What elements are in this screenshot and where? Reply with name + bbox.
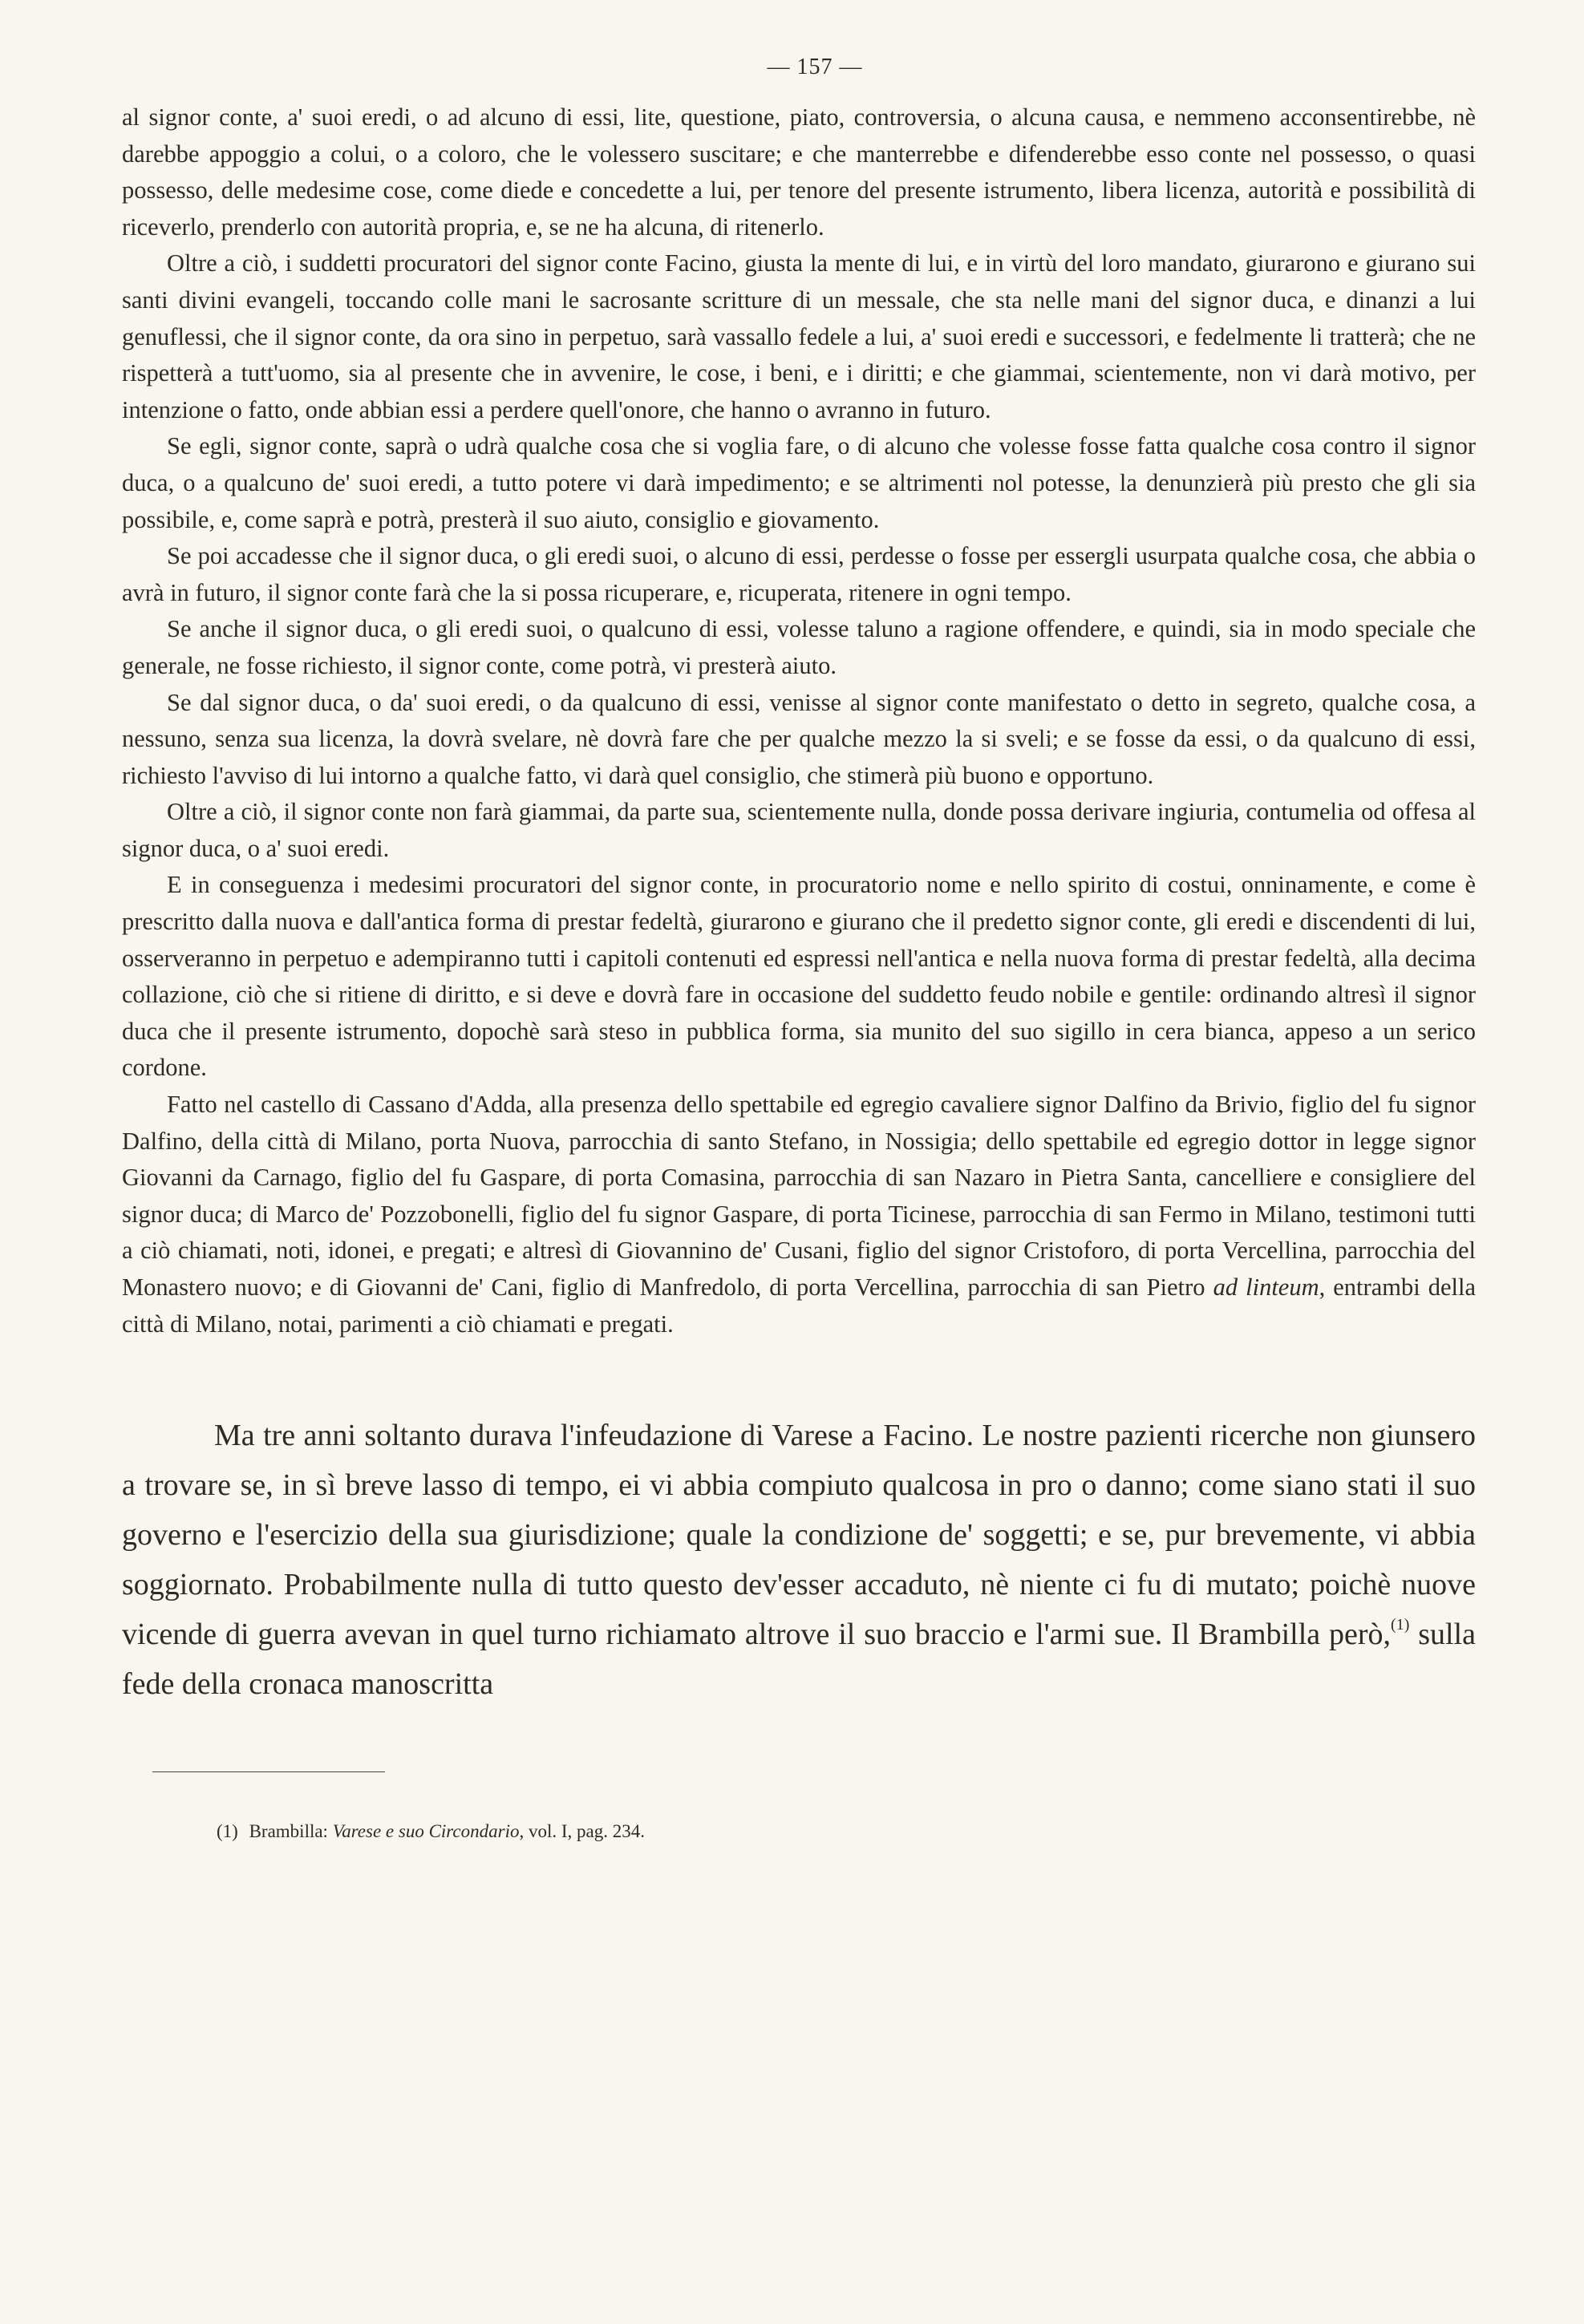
deed-paragraph: Se dal signor duca, o da' suoi eredi, o da qualcuno di essi, venisse al signor conte manifestato o detto in segreto, qualche cosa, a nessuno, senza sua licenza, la dovrà svelare, nè dovrà fare che per qualche mezzo la si sveli; e se fosse da essi, o da qualcuno di essi, richiesto l'avviso di lui intorno a qualche fatto, vi darà quel consiglio, che stimerà più buono e opportuno.	[122, 688, 1476, 789]
deed-final-italic: ad linteum	[1213, 1273, 1319, 1301]
deed-paragraph: al signor conte, a' suoi eredi, o ad alcuno di essi, lite, questione, piato, controversia, o alcuna causa, e nemmeno acconsentirebbe, nè darebbe appoggio a colui, o a coloro, che le volessero suscitare; e che manterrebbe e difenderebbe esso conte nel possesso, o quasi possesso, delle medesime cose, come diede e concedette a lui, per tenore del presente istrumento, libera licenza, autorità e possibilità di riceverlo, prenderlo con autorità propria, e, se ne ha alcuna, di ritenerlo.	[122, 103, 1476, 241]
narrative-text-end: sulla fede della cronaca manoscritta	[122, 1617, 1476, 1702]
deed-paragraph: Se poi accadesse che il signor duca, o gli eredi suoi, o alcuno di essi, perdesse o fosse per essergli usurpata qualche cosa, che abbia o avrà in futuro, il signor conte farà che la si possa ricuperare, e, ricuperata, ritenere in ogni tempo.	[122, 542, 1476, 606]
deed-paragraph-final	[122, 1087, 1476, 1342]
narrative-text	[122, 1411, 1476, 1709]
deed-text	[122, 99, 1476, 1342]
deed-final-text-end: , entrambi della città di Milano, notai, parimenti a ciò chiamati e pregati.	[122, 1273, 1476, 1338]
page-number: — 157 —	[767, 55, 863, 79]
narrative-paragraph	[122, 1411, 1476, 1709]
footnote	[217, 1819, 1476, 1844]
footnote-citation: , vol. I, pag. 234.	[519, 1821, 645, 1842]
footnote-number: (1)	[217, 1821, 238, 1842]
deed-paragraph: Se egli, signor conte, saprà o udrà qualche cosa che si voglia fare, o di alcuno che volesse fosse fatta qualche cosa contro il signor duca, o a qualcuno de' suoi eredi, a tutto potere vi darà impedimento; e se altrimenti nol potesse, la denunzierà più presto che gli sia possibile, e, come saprà e potrà, presterà il suo aiuto, consiglio e giovamento.	[122, 432, 1476, 533]
footnote-title: Varese e suo Circondario	[332, 1821, 520, 1842]
deed-paragraph: Se anche il signor duca, o gli eredi suoi, o qualcuno di essi, volesse taluno a ragione offendere, e quindi, sia in modo speciale che generale, ne fosse richiesto, il signor conte, come potrà, vi presterà aiuto.	[122, 615, 1476, 679]
deed-final-text: Fatto nel castello di Cassano d'Adda, alla presenza dello spettabile ed egregio cavaliere signor Dalfino da Brivio, figlio del fu signor Dalfino, della città di Milano, porta Nuova, parrocchia di santo Stefano, in Nossigia; dello spettabile ed egregio dottor in legge signor Giovanni da Carnago, figlio del fu Gaspare, di porta Comasina, parrocchia di san Nazaro in Pietra Santa, cancelliere e consigliere del signor duca; di Marco de' Pozzobonelli, figlio del fu signor Gaspare, di porta Ticinese, parrocchia di san Fermo in Milano, testimoni tutti a ciò chiamati, noti, idonei, e pregati; e altresì di Giovannino de' Cusani, figlio del signor Cristoforo, di porta Vercellina, parrocchia del Monastero nuovo; e di Giovanni de' Cani, figlio di Manfredolo, di porta Vercellina, parrocchia di san Pietro	[122, 1091, 1476, 1301]
footnote-divider	[152, 1771, 385, 1772]
deed-paragraph: E in conseguenza i medesimi procuratori del signor conte, in procuratorio nome e nello spirito di costui, onninamente, e come è prescritto dalla nuova e dall'antica forma di prestar fedeltà, giurarono e giurano che il predetto signor conte, gli eredi e discendenti di lui, osserveranno in perpetuo e adempiranno tutti i capitoli contenuti ed espressi nell'antica e nella nuova forma di prestar fedeltà, alla decima collazione, ciò che si ritiene di diritto, e si deve e dovrà fare in occasione del suddetto feudo nobile e gentile: ordinando altresì il signor duca che il presente istrumento, dopochè sarà steso in pubblica forma, sia munito del suo sigillo in cera bianca, appeso a un serico cordone.	[122, 871, 1476, 1082]
footnote-author: Brambilla:	[249, 1821, 328, 1842]
footnote-reference: (1)	[1391, 1616, 1410, 1634]
narrative-text-main: Ma tre anni soltanto durava l'infeudazione di Varese a Facino. Le nostre pazienti ricerche non giunsero a trovare se, in sì breve lasso di tempo, ei vi abbia compiuto qualcosa in pro o danno; come siano stati il suo governo e l'esercizio della sua giurisdizione; quale la condizione de' soggetti; e se, pur brevemente, vi abbia soggiornato. Probabilmente nulla di tutto questo dev'esser accaduto, nè niente ci fu di mutato; poichè nuove vicende di guerra avevan in quel turno richiamato altrove il suo braccio e l'armi sue. Il Brambilla però,	[122, 1419, 1476, 1652]
deed-paragraph: Oltre a ciò, i suddetti procuratori del signor conte Facino, giusta la mente di lui, e in virtù del loro mandato, giurarono e giurano sui santi divini evangeli, toccando colle mani le sacrosante scritture di un messale, che sta nelle mani del signor duca, e dinanzi a lui genuflessi, che il signor conte, da ora sino in perpetuo, sarà vassallo fedele a lui, a' suoi eredi e successori, e fedelmente li tratterà; che ne rispetterà a tutt'uomo, sia al presente che in avvenire, le cose, i beni, e i diritti; e che giammai, scientemente, non vi darà motivo, per intenzione o fatto, onde abbian essi a perdere quell'onore, che hanno o avranno in futuro.	[122, 249, 1476, 423]
deed-paragraph: Oltre a ciò, il signor conte non farà giammai, da parte sua, scientemente nulla, donde possa derivare ingiuria, contumelia od offesa al signor duca, o a' suoi eredi.	[122, 798, 1476, 862]
